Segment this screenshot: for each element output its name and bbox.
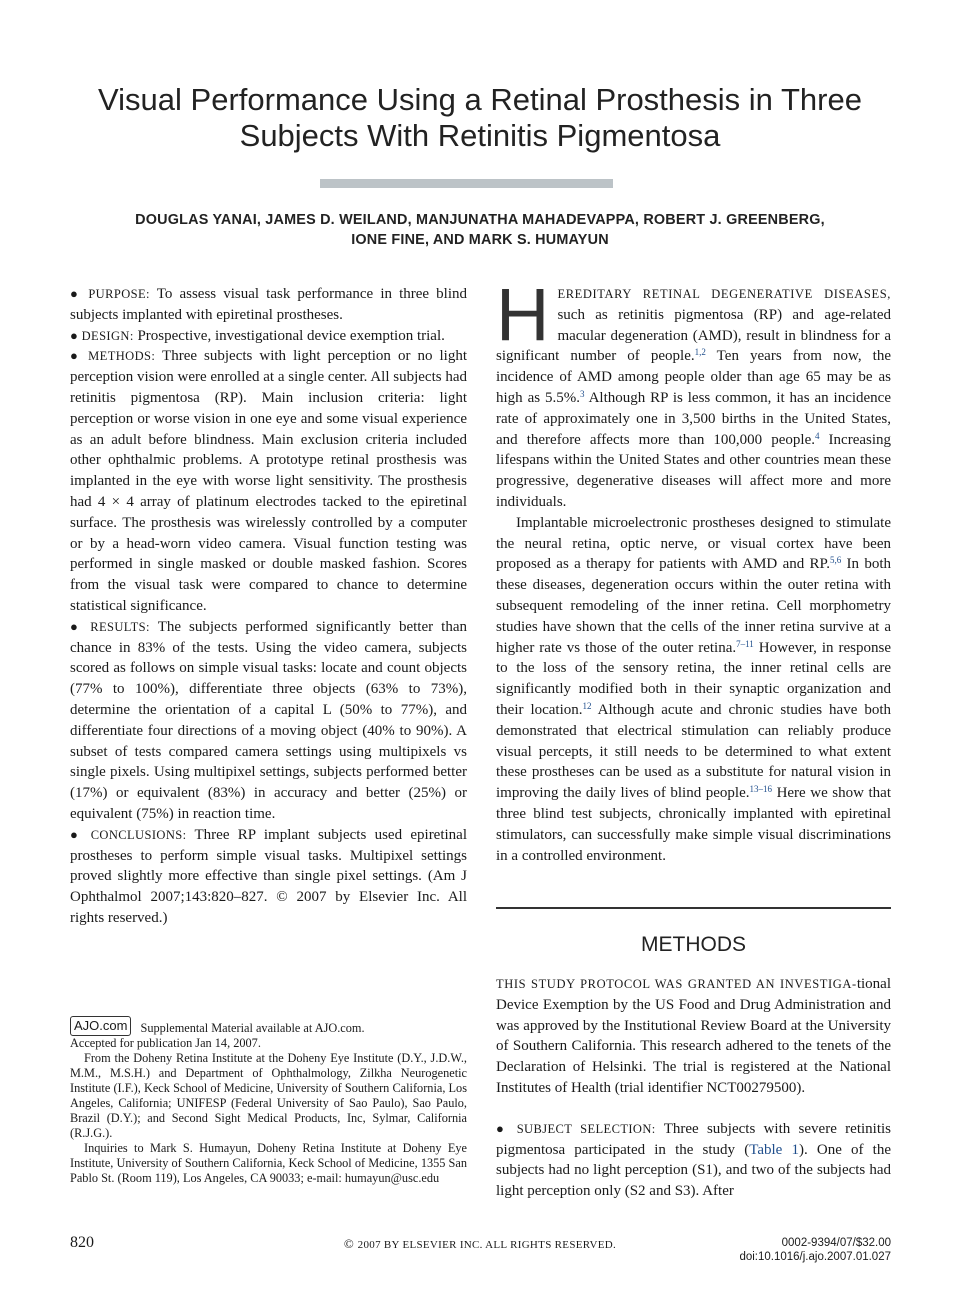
drop-cap: H bbox=[496, 273, 550, 356]
subject-selection-label: SUBJECT SELECTION: bbox=[516, 1121, 656, 1136]
abstract-citation: (Am J Ophthalmol 2007;143:820–827. © 2007 by Elsevier Inc. All rights reserved.) bbox=[70, 868, 468, 926]
intro-text: In both these diseases, degeneration occurs within the outer retina with subsequent remodeling of the inner retina. Cell morphometry studies have shown that the cells of the inner retina survive at a higher rate vs those of the outer retina. bbox=[496, 556, 892, 656]
design-label: DESIGN: bbox=[81, 328, 134, 343]
reference-link[interactable]: 5,6 bbox=[829, 555, 842, 566]
table-1-link[interactable]: Table 1 bbox=[749, 1141, 799, 1158]
design-text: Prospective, investigational device exemption trial. bbox=[137, 327, 445, 344]
abstract-results bbox=[70, 617, 467, 825]
copyright-text: 2007 BY ELSEVIER INC. ALL RIGHTS RESERVED. bbox=[357, 1239, 617, 1251]
abstract bbox=[70, 284, 467, 929]
bullet-icon: ● bbox=[496, 1120, 509, 1136]
methods-text: ). One of the subjects had no light perception (S1), and two of the subjects had light perception only (S2 and S3). After bbox=[496, 1141, 891, 1200]
bullet-icon: ● bbox=[70, 348, 82, 364]
author-list bbox=[60, 210, 900, 250]
methods-paragraph-1 bbox=[496, 974, 891, 1099]
affiliation-note: From the Doheny Retina Institute at the Doheny Eye Institute (D.Y., J.D.W., M.M., M.S.H.) and Department of Ophthalmology, Zilkha Neurogenetic Institute (I.F.), Keck School of Medicine, University of Southern California, Los Angeles, California; UNIFESP (Federal University of Sao Paulo), Sao Paulo, Brazil (D.Y.); and Second Sight Medical Products, Inc, Sylmar, California (R.J.G.). bbox=[70, 1051, 467, 1140]
author-line-1: DOUGLAS YANAI, JAMES D. WEILAND, MANJUNATHA MAHADEVAPPA, ROBERT J. GREENBERG, bbox=[135, 212, 825, 228]
intro-text: Implantable microelectronic prostheses designed to stimulate the neural retina, optic nerve, or visual cortex have been proposed as a therapy for patients with AMD and RP. bbox=[496, 514, 891, 573]
article-notes bbox=[70, 1016, 467, 1186]
abstract-conclusions bbox=[70, 825, 467, 929]
methods-label: METHODS: bbox=[88, 349, 156, 364]
copyright-symbol: © bbox=[343, 1236, 355, 1251]
methods-lead-smallcaps: THIS STUDY PROTOCOL WAS GRANTED AN INVESTIGA- bbox=[496, 977, 857, 991]
results-text: The subjects performed significantly better than chance in 83% of the tests. Using the video camera, subjects scored as follows on simple visual tasks: locate and count objects (77% to 100%), differentiate three objects (63% to 73%), determine the orientation of a capital L (50% to 77%), and differentiate four directions of a moving object (40% to 90%). A subset of tests compared camera settings using multipixels vs single pixels. Using multipixel settings, subjects performed better (17%) or equivalent (83%) in accuracy and better (25%) or equivalent (75%) in reaction time. bbox=[70, 618, 467, 822]
methods-heading: METHODS bbox=[641, 933, 746, 956]
abstract-design bbox=[70, 326, 467, 347]
intro-text: Although acute and chronic studies have both demonstrated that electrical stimulation can reliably produce visual percepts, it still needs to be determined to what extent these prostheses can be used as a substitute for natural vision in improving the daily lives of blind people. bbox=[496, 701, 891, 802]
purpose-label: PURPOSE: bbox=[88, 287, 150, 301]
conclusions-label: CONCLUSIONS: bbox=[90, 827, 187, 842]
ajo-logo: AJO.com bbox=[70, 1016, 131, 1036]
article-title: Visual Performance Using a Retinal Prosthesis in Three Subjects With Retinitis Pigmentosa bbox=[98, 82, 862, 153]
author-line-2: IONE FINE, AND MARK S. HUMAYUN bbox=[351, 232, 609, 248]
intro-text: However, in response to the loss of the sensory retina, the inner retinal cells are significantly modified both in their synaptic organization and their location. bbox=[496, 639, 892, 718]
intro-text: Although RP is less common, it has an incidence rate of approximately one in 3,500 births in the United States, and therefore affects more than 100,000 people. bbox=[496, 389, 891, 448]
intro-paragraph-1 bbox=[496, 273, 892, 513]
methods-text: Three subjects with severe retinitis pigmentosa participated in the study ( bbox=[496, 1120, 891, 1158]
reference-link[interactable]: 12 bbox=[582, 700, 592, 711]
issn-code: 0002-9394/07/$32.00 bbox=[781, 1237, 891, 1249]
bullet-icon: ● bbox=[70, 826, 83, 842]
abstract-purpose bbox=[70, 284, 467, 326]
methods-section bbox=[496, 974, 891, 1202]
abstract-methods bbox=[70, 346, 467, 616]
methods-text: tional Device Exemption by the US Food and Drug Administration and was approved by the Institutional Review Board at the University of Southern California. This research adhered to the tenets of the Declaration of Helsinki. The trial is registered at the National Institutes of Health (trial identifier NCT00279500). bbox=[496, 976, 891, 1096]
intro-text: Ten years from now, the incidence of AMD among people older than age 65 may be as high as 5.5%. bbox=[496, 348, 891, 406]
intro-paragraph-2 bbox=[496, 513, 891, 867]
page-number: 820 bbox=[70, 1234, 94, 1251]
reference-link[interactable]: 13–16 bbox=[749, 784, 772, 795]
article-identifiers bbox=[739, 1236, 891, 1264]
intro-text: Increasing lifespans within the United States and other countries mean these progressive, degenerative diseases will affect more and more individuals. bbox=[496, 431, 892, 510]
reference-link[interactable]: 3 bbox=[579, 388, 585, 399]
doi-link[interactable]: doi:10.1016/j.ajo.2007.01.027 bbox=[739, 1251, 891, 1263]
inquiries-note: Inquiries to Mark S. Humayun, Doheny Retina Institute at Doheny Eye Institute, University of Southern California, Keck School of Medicine, 1355 San Pablo St. (Room 119), Los Angeles, CA 90033; e-mail: humayun@usc.edu bbox=[70, 1141, 467, 1185]
subject-selection-paragraph bbox=[496, 1119, 891, 1202]
bullet-icon: ● bbox=[70, 618, 83, 634]
reference-link[interactable]: 1,2 bbox=[694, 347, 706, 358]
introduction bbox=[496, 273, 892, 866]
supplemental-text: Supplemental Material available at AJO.com. bbox=[140, 1021, 365, 1035]
methods-text: Three subjects with light perception or no light perception vision were enrolled at a single center. All subjects had retinitis pigmentosa (RP). Main inclusion criteria: light perception or worse vision in one eye and some visual experience as an adult before blindness. Main exclusion criteria included other ophthalmic problems. A prototype retinal prosthesis was implanted in the eye with worse light sensitivity. The prosthesis had 4 × 4 array of platinum electrodes tacked to the epiretinal surface. The prosthesis was wirelessly controlled by a computer or by a head-worn video camera. Visual function testing was performed in single masked or double masked fashion. Scores from the visual task were compared to chance to determine statistical significance. bbox=[70, 348, 467, 614]
title-underline-bar bbox=[320, 179, 613, 188]
reference-link[interactable]: 4 bbox=[814, 430, 820, 441]
bullet-icon: ● bbox=[70, 286, 82, 301]
section-divider bbox=[496, 907, 891, 909]
intro-lead-smallcaps: EREDITARY RETINAL DEGENERATIVE DISEASES, bbox=[557, 287, 891, 301]
results-label: RESULTS: bbox=[90, 619, 150, 634]
supplemental-note bbox=[70, 1016, 467, 1036]
conclusions-text: Three RP implant subjects used epiretinal prostheses to perform simple visual tasks. Multipixel settings proved slightly more effective than single pixel settings. bbox=[70, 826, 468, 885]
accepted-note: Accepted for publication Jan 14, 2007. bbox=[70, 1036, 261, 1050]
intro-text: such as retinitis pigmentosa (RP) and age-related macular degeneration (AMD), result in blindness for a significant number of people. bbox=[496, 306, 891, 365]
purpose-text: To assess visual task performance in three blind subjects implanted with epiretinal prostheses. bbox=[70, 286, 468, 323]
bullet-icon: ● bbox=[70, 327, 78, 343]
reference-link[interactable]: 7–11 bbox=[736, 638, 754, 649]
intro-text: Here we show that three blind test subjects, chronically implanted with epiretinal stimulators, can successfully make simple visual discriminations in a controlled environment. bbox=[496, 785, 892, 864]
